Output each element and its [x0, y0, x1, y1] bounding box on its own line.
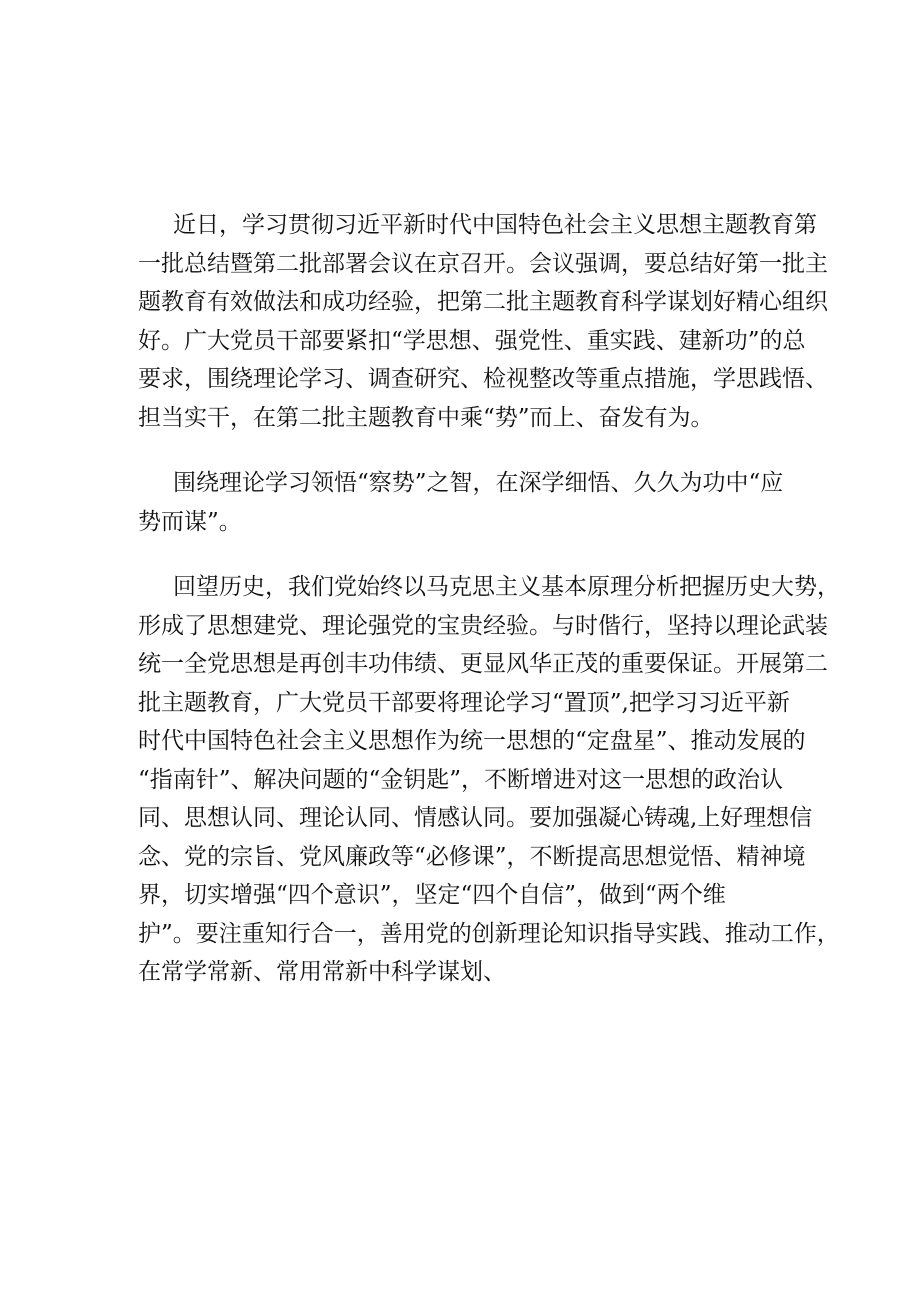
- text-line: 形成了思想建党、理论强党的宝贵经验。与时偕行，坚持以理论武装: [138, 612, 828, 639]
- text-line: 题教育有效做法和成功经验，把第二批主题教育科学谋划好精心组织: [138, 289, 828, 315]
- document-body: [138, 206, 840, 992]
- text-line: 时代中国特色社会主义思想作为统一思想的“定盘星”、推动发展的: [138, 728, 806, 754]
- text-line: 批主题教育，广大党员干部要将理论学习“置顶”,把学习习近平新: [138, 689, 790, 716]
- text-line: 要求，围绕理论学习、调查研究、检视整改等重点措施，学思践悟、: [138, 366, 828, 392]
- paragraph-1: [138, 206, 828, 437]
- text-line: 势而谋”。: [138, 508, 242, 535]
- text-line: 同、思想认同、理论认同、情感认同。要加强凝心铸魂,上好理想信: [138, 805, 813, 831]
- text-line: 护”。要注重知行合一，善用党的创新理论知识指导实践、推动工作，: [138, 920, 840, 947]
- text-line: 统一全党思想是再创丰功伟绩、更显风华正茂的重要保证。开展第二: [138, 651, 828, 677]
- text-line: 一批总结暨第二批部署会议在京召开。会议强调，要总结好第一批主: [138, 250, 828, 277]
- text-line: “指南针”、解决问题的“金钥匙”，不断增进对这一思想的政治认: [138, 766, 784, 793]
- text-line: 在常学常新、常用常新中科学谋划、: [138, 959, 506, 985]
- text-line: 回望历史，我们党始终以马克思主义基本原理分析把握历史大势，: [173, 574, 840, 600]
- text-line: 围绕理论学习领悟“察势”之智，在深学细悟、久久为功中“应: [173, 470, 784, 496]
- paragraph-spacer: [138, 437, 803, 464]
- text-line: 界，切实增强“四个意识”，坚定“四个自信”，做到“两个维: [138, 882, 726, 908]
- paragraph-spacer: [138, 541, 803, 568]
- text-line: 好。广大党员干部要紧扣“学思想、强党性、重实践、建新功”的总: [138, 327, 806, 354]
- paragraph-2: [138, 464, 803, 541]
- text-line: 担当实干，在第二批主题教育中乘“势”而上、奋发有为。: [138, 404, 714, 431]
- text-line: 近日，学习贯彻习近平新时代中国特色社会主义思想主题教育第: [173, 212, 817, 238]
- text-line: 念、党的宗旨、党风廉政等“必修课”，不断提高思想觉悟、精神境: [138, 843, 806, 870]
- paragraph-3: [138, 568, 840, 992]
